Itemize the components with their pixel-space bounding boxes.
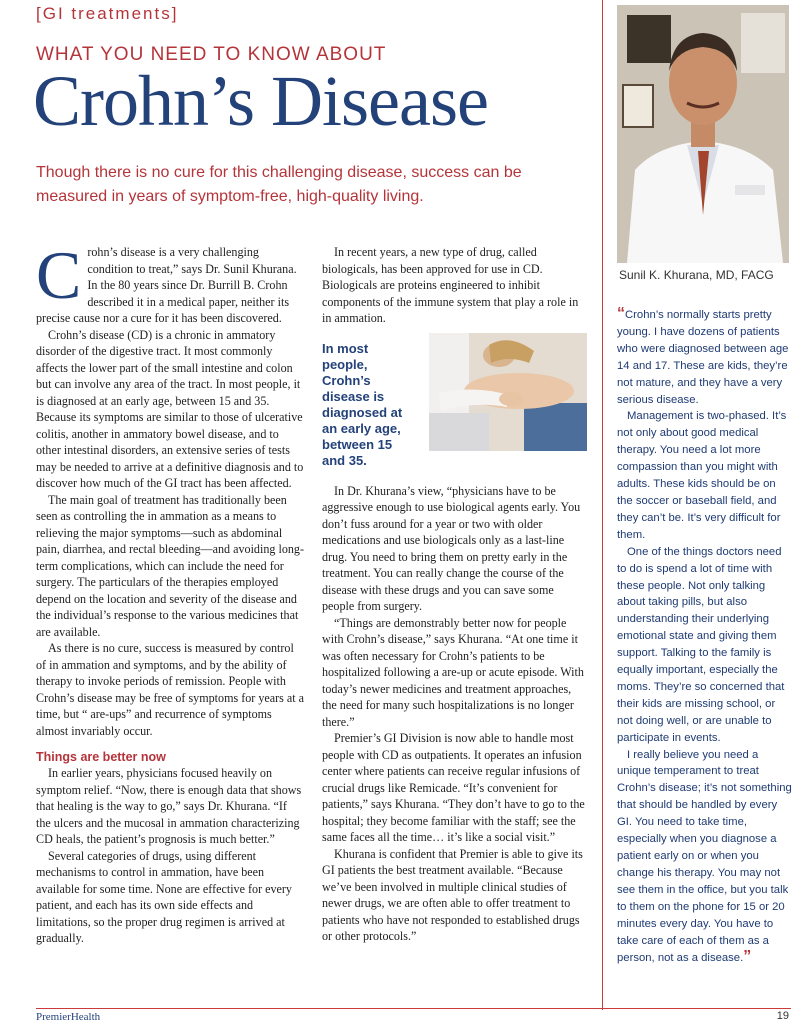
article-paragraph: Premier’s GI Division is now able to handle most people with CD as outpatients. It operates an infusion center where patients can receive regular infusions of crucial drugs like Remicade. “It’s convenient for patients,” says Khurana. “They don’t have to go to the hospital; they become familiar with the staff; see the same faces all the time… it’s like a social visit.” — [322, 731, 585, 844]
headline-kicker: WHAT YOU NEED TO KNOW ABOUT — [36, 44, 387, 65]
quote-text: I really believe you need a unique temperament to treat Crohn’s disease; it’s not something that should be handled by every GI. You need to take time, especially when you diagnose a patient early on or when you change his therapy. You may not see them in the office, but you talk to them on the phone for 15 or 20 minutes every day. You have to take care of each of them as a person, not as a disease. — [617, 748, 792, 965]
pullquote: In most people, Crohn’s disease is diagnosed at an early age, between 15 and 35. — [322, 340, 403, 468]
section-tag: [GI treatments] — [36, 4, 179, 23]
sidebar-quote-paragraph: Management is two-phased. It’s not only about good medical therapy. You need a lot more compassion than you might with adults. These kids should be on the soccer or baseball field, and they can’t be. It’s very difficult for them. — [617, 410, 787, 541]
article-dek: Though there is no cure for this challenging disease, success can be measured in years of symptom-free, high-quality living. — [36, 164, 522, 205]
page-number: 19 — [776, 1010, 789, 1022]
sidebar-quote — [617, 306, 793, 967]
open-quote-mark: “ — [617, 305, 625, 322]
article-paragraph: In earlier years, physicians focused heavily on symptom relief. “Now, there is enough data that shows that healing is the way to go,” says Dr. Khurana. “If the ulcers and the mucosal in ammation characterizing CD heals, the patient’s prognosis is much better.” — [36, 766, 302, 846]
article-subhead: Things are better now — [36, 750, 166, 764]
article-paragraph: As there is no cure, success is measured by control of in ammation and symptoms, and by the ability of therapy to invoke periods of remission. People with Crohn’s disease may be free of symptoms for years at a time, but “ are-ups” and recurrence of symptoms almost invariably occur. — [36, 641, 304, 738]
quote-text: Crohn’s normally starts pretty young. I have dozens of patients who were diagnosed between age 14 and 17. These are kids, they’re not mature, and they have a very serious disease. — [617, 309, 789, 406]
portrait-caption: Sunil K. Khurana, MD, FACG — [619, 268, 774, 282]
sidebar-quote-paragraph — [617, 747, 793, 968]
pullquote-block — [322, 333, 587, 473]
article-paragraph: The main goal of treatment has traditionally been seen as controlling the in ammation as a means to relieving the major symptoms—such as abdominal pain, diarrhea, and rectal bleeding—and avoiding long-term complications, which can include the need for surgery. The particulars of the therapies employed depend on the location and severity of the disease and the individual’s response to the various medicines that are available. — [36, 492, 304, 639]
article-column-1 — [36, 237, 304, 947]
close-quote-mark: ” — [743, 948, 752, 966]
sidebar-divider — [602, 0, 603, 1010]
doctor-portrait — [617, 5, 789, 263]
article-column-2 — [322, 244, 587, 945]
exam-photo-illustration — [429, 333, 587, 451]
paragraph-text: rohn’s disease is a very challenging condition to treat,” says Dr. Sunil Khurana. In the 80 years since Dr. Burrill B. Crohn described it in a medical paper, neither its precise cause nor a cure for it has been discovered. — [36, 245, 297, 325]
article-paragraph — [36, 237, 304, 327]
sidebar-quote-paragraph: One of the things doctors need to do is spend a lot of time with these people. Not only talking about taking pills, but also understanding their underlying emotional state and giving them support. Talking to the family is equally important, especially the moms. They’re so concerned that their kids are missing school, or not doing well, or are unable to participate in events. — [617, 545, 785, 744]
article-paragraph: In Dr. Khurana’s view, “physicians have to be aggressive enough to use biological agents early. You don’t fuss around for a year or two with older medications and use biologicals only as a last-line drug. You need to bring them on pretty early in the treatment. You can really change the course of the disease with these drugs and you can save some people from surgery. — [322, 483, 581, 613]
article-paragraph: Several categories of drugs, using different mechanisms to control in ammation, have been available for some time. None are effective for every patient, and each has its own side effects and limitations, so the proper drug regimen is arrived at gradually. — [36, 848, 292, 945]
exam-photo — [429, 333, 587, 451]
article-paragraph: In recent years, a new type of drug, called biologicals, has been approved for use in CD. Biologicals are proteins engineered to inhibit components of the immune system that play a role in in ammation. — [322, 245, 579, 325]
article-paragraph: Khurana is confident that Premier is able to give its GI patients the best treatment available. “Because we’ve been involved in multiple clinical studies of newer drugs, we are often able to offer treatment to patients who have not responded to established drugs or other protocols.” — [322, 846, 583, 943]
footer-brand: PremierHealth — [36, 1011, 101, 1023]
sidebar-quote-paragraph — [617, 306, 793, 408]
article-paragraph: Crohn’s disease (CD) is a chronic in ammatory disorder of the digestive tract. It most commonly affects the lower part of the small intestine and colon but can involve any area of the tract. In most people, it is diagnosed at an early age, between 15 and 35. Because its symptoms are similar to those of ulcerative colitis, another in ammatory bowel disease, and to other intestinal disorders, an extensive series of tests may be needed to arrive at a definitive diagnosis and to discover how much of the GI tract has been affected. — [36, 327, 304, 490]
page-title: Crohn’s Disease — [33, 61, 488, 141]
footer-rule — [36, 1008, 791, 1009]
article-paragraph: “Things are demonstrably better now for people with Crohn’s disease,” says Khurana. “At one time it was often necessary for Crohn’s patients to be hospitalized following a are-up or acute episode. With today’s newer medicines and treatment approaches, the need for many such hospitalizations is no longer there.” — [322, 615, 584, 729]
doctor-portrait-illustration — [617, 5, 789, 263]
drop-cap: C — [36, 237, 82, 313]
